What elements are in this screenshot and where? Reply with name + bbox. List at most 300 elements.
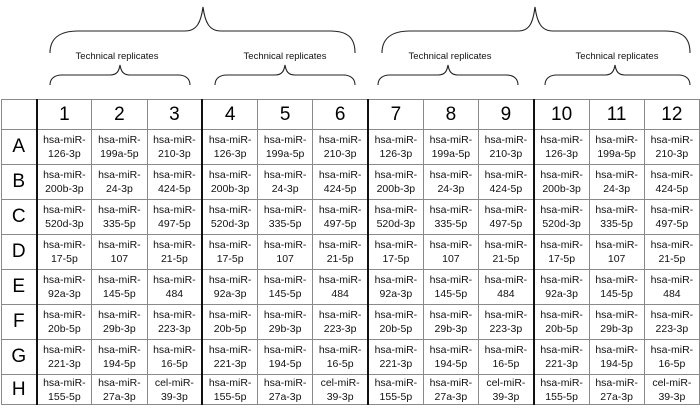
well-B4 xyxy=(202,165,257,200)
well-E5 xyxy=(258,270,313,305)
well-mirna-prefix: cel-miR- xyxy=(320,376,360,389)
plate-row-C xyxy=(2,200,700,235)
well-E12 xyxy=(644,270,699,305)
well-H11 xyxy=(589,375,644,405)
well-mirna-suffix: 520d-3p xyxy=(210,218,250,230)
well-mirna-prefix: hsa-miR- xyxy=(484,134,528,146)
well-F3 xyxy=(147,305,202,340)
well-mirna-suffix: 223-3p xyxy=(489,323,523,335)
well-mirna-suffix: 145-5p xyxy=(600,288,633,300)
well-mirna-suffix: 24-3p xyxy=(603,183,631,195)
well-mirna-suffix: 39-3p xyxy=(658,390,686,403)
column-header-12: 12 xyxy=(644,100,699,130)
well-F6 xyxy=(313,305,368,340)
well-mirna-prefix: hsa-miR- xyxy=(263,239,307,251)
well-mirna-prefix: hsa-miR- xyxy=(153,274,196,286)
well-mirna-suffix: 199a-5p xyxy=(431,148,471,160)
well-F4 xyxy=(202,305,257,340)
well-mirna-suffix: 39-3p xyxy=(326,390,354,403)
replicate-label-4: Technical replicates xyxy=(575,51,659,62)
well-mirna-suffix: 199a-5p xyxy=(100,148,139,160)
well-mirna-suffix: 17-5p xyxy=(548,253,576,265)
well-mirna-suffix: 16-5p xyxy=(160,358,188,370)
row-header-E: E xyxy=(2,270,37,305)
well-E2 xyxy=(92,270,147,305)
well-mirna-prefix: hsa-miR- xyxy=(208,376,252,389)
well-mirna-prefix: hsa-miR- xyxy=(318,204,362,216)
well-mirna-prefix: hsa-miR- xyxy=(263,376,307,389)
well-mirna-prefix: hsa-miR- xyxy=(263,134,307,146)
well-H5 xyxy=(258,375,313,405)
well-mirna-prefix: hsa-miR- xyxy=(650,239,694,251)
well-mirna-prefix: hsa-miR- xyxy=(318,169,362,181)
plate-layout-table xyxy=(1,99,700,405)
small-brace-3 xyxy=(378,65,518,85)
well-mirna-suffix: 29b-3p xyxy=(600,323,633,335)
well-mirna-prefix: hsa-miR- xyxy=(484,274,528,286)
well-D5 xyxy=(258,235,313,270)
well-B12 xyxy=(644,165,699,200)
well-F2 xyxy=(92,305,147,340)
well-mirna-suffix: 24-3p xyxy=(437,183,465,195)
well-mirna-prefix: hsa-miR- xyxy=(318,344,362,356)
well-F7 xyxy=(368,305,423,340)
well-G2 xyxy=(92,340,147,375)
corner-cell xyxy=(2,100,37,130)
big-brace-right xyxy=(382,7,690,53)
well-mirna-prefix: hsa-miR- xyxy=(650,169,694,181)
column-header-3: 3 xyxy=(147,100,202,130)
well-mirna-suffix: 497-5p xyxy=(655,218,689,230)
well-mirna-prefix: hsa-miR- xyxy=(43,169,86,181)
well-mirna-prefix: hsa-miR- xyxy=(43,274,86,286)
well-mirna-suffix: 145-5p xyxy=(434,288,468,300)
well-mirna-prefix: hsa-miR- xyxy=(208,134,252,146)
well-mirna-suffix: 497-5p xyxy=(489,218,523,230)
well-mirna-prefix: hsa-miR- xyxy=(650,274,694,286)
well-mirna-prefix: hsa-miR- xyxy=(595,169,638,181)
row-header-A: A xyxy=(2,130,37,165)
well-mirna-prefix: cel-miR- xyxy=(486,376,526,389)
well-A5 xyxy=(258,130,313,165)
well-F12 xyxy=(644,305,699,340)
well-C3 xyxy=(147,200,202,235)
well-E1 xyxy=(37,270,92,305)
well-mirna-suffix: 126-3p xyxy=(545,148,578,160)
plate-row-B xyxy=(2,165,700,200)
well-mirna-suffix: 424-5p xyxy=(655,183,689,195)
well-G3 xyxy=(147,340,202,375)
column-header-6: 6 xyxy=(313,100,368,130)
well-mirna-suffix: 20b-5p xyxy=(545,323,578,335)
row-header-F: F xyxy=(2,305,37,340)
well-mirna-prefix: hsa-miR- xyxy=(43,344,86,356)
grouping-braces xyxy=(0,0,700,98)
column-header-5: 5 xyxy=(258,100,313,130)
well-mirna-prefix: hsa-miR- xyxy=(429,274,473,286)
well-mirna-prefix: hsa-miR- xyxy=(595,274,638,286)
well-mirna-suffix: 107 xyxy=(442,253,460,265)
well-mirna-suffix: 92a-3p xyxy=(48,288,81,300)
well-A1 xyxy=(37,130,92,165)
well-mirna-prefix: hsa-miR- xyxy=(318,134,362,146)
well-mirna-suffix: 335-5p xyxy=(434,218,468,230)
well-G1 xyxy=(37,340,92,375)
column-header-7: 7 xyxy=(368,100,423,130)
well-D8 xyxy=(423,235,478,270)
well-mirna-suffix: 424-5p xyxy=(323,183,357,195)
well-mirna-suffix: 92a-3p xyxy=(379,288,413,300)
well-mirna-prefix: hsa-miR- xyxy=(374,309,418,321)
well-G6 xyxy=(313,340,368,375)
well-E10 xyxy=(534,270,589,305)
column-header-11: 11 xyxy=(589,100,644,130)
well-mirna-suffix: 92a-3p xyxy=(213,288,247,300)
well-mirna-prefix: hsa-miR- xyxy=(429,344,473,356)
well-mirna-suffix: 107 xyxy=(607,253,626,265)
small-brace-2 xyxy=(215,65,355,85)
row-header-H: H xyxy=(2,375,37,405)
well-mirna-prefix: hsa-miR- xyxy=(650,134,694,146)
well-E4 xyxy=(202,270,257,305)
well-mirna-suffix: 27a-3p xyxy=(268,390,302,403)
well-mirna-prefix: hsa-miR- xyxy=(540,274,583,286)
plate-row-D xyxy=(2,235,700,270)
well-A10 xyxy=(534,130,589,165)
well-mirna-prefix: hsa-miR- xyxy=(374,204,418,216)
well-mirna-suffix: 424-5p xyxy=(489,183,523,195)
well-mirna-prefix: hsa-miR- xyxy=(374,344,418,356)
well-mirna-prefix: hsa-miR- xyxy=(484,169,528,181)
well-C9 xyxy=(479,200,534,235)
well-mirna-suffix: 200b-3p xyxy=(542,183,581,195)
well-mirna-prefix: hsa-miR- xyxy=(540,169,583,181)
well-C11 xyxy=(589,200,644,235)
well-mirna-prefix: hsa-miR- xyxy=(208,204,252,216)
well-mirna-prefix: hsa-miR- xyxy=(540,134,583,146)
well-mirna-prefix: cel-miR- xyxy=(154,376,194,389)
well-mirna-prefix: hsa-miR- xyxy=(595,204,638,216)
well-mirna-prefix: hsa-miR- xyxy=(429,239,473,251)
well-F9 xyxy=(479,305,534,340)
well-mirna-suffix: 221-3p xyxy=(379,358,413,370)
small-brace-4 xyxy=(545,65,690,85)
well-mirna-suffix: 520d-3p xyxy=(542,218,581,230)
well-H6 xyxy=(313,375,368,405)
well-mirna-suffix: 27a-3p xyxy=(434,390,468,403)
well-A11 xyxy=(589,130,644,165)
well-mirna-prefix: hsa-miR- xyxy=(540,344,583,356)
well-D9 xyxy=(479,235,534,270)
well-mirna-prefix: hsa-miR- xyxy=(650,204,694,216)
well-B8 xyxy=(423,165,478,200)
well-C10 xyxy=(534,200,589,235)
well-mirna-suffix: 210-3p xyxy=(655,148,689,160)
well-H10 xyxy=(534,375,589,405)
well-mirna-prefix: hsa-miR- xyxy=(153,239,196,251)
well-mirna-suffix: 17-5p xyxy=(50,253,78,265)
well-mirna-prefix: hsa-miR- xyxy=(595,376,638,389)
well-mirna-prefix: hsa-miR- xyxy=(98,134,141,146)
well-mirna-prefix: hsa-miR- xyxy=(540,376,583,389)
well-D4 xyxy=(202,235,257,270)
well-mirna-prefix: hsa-miR- xyxy=(263,204,307,216)
well-mirna-suffix: 335-5p xyxy=(600,218,633,230)
well-mirna-suffix: 210-3p xyxy=(323,148,357,160)
well-D6 xyxy=(313,235,368,270)
well-mirna-prefix: hsa-miR- xyxy=(153,309,196,321)
plate-row-A xyxy=(2,130,700,165)
well-D2 xyxy=(92,235,147,270)
well-mirna-suffix: 21-5p xyxy=(492,253,520,265)
well-mirna-suffix: 194-5p xyxy=(268,358,302,370)
well-mirna-prefix: hsa-miR- xyxy=(484,344,528,356)
well-A4 xyxy=(202,130,257,165)
well-B5 xyxy=(258,165,313,200)
well-mirna-prefix: hsa-miR- xyxy=(153,134,196,146)
well-E6 xyxy=(313,270,368,305)
well-mirna-suffix: 484 xyxy=(331,288,349,300)
column-header-4: 4 xyxy=(202,100,257,130)
well-mirna-prefix: hsa-miR- xyxy=(98,274,141,286)
well-mirna-suffix: 484 xyxy=(497,288,515,300)
well-F11 xyxy=(589,305,644,340)
big-brace-left xyxy=(50,7,355,53)
row-header-B: B xyxy=(2,165,37,200)
well-C4 xyxy=(202,200,257,235)
well-B3 xyxy=(147,165,202,200)
well-mirna-prefix: hsa-miR- xyxy=(263,274,307,286)
well-mirna-prefix: hsa-miR- xyxy=(540,239,583,251)
well-G5 xyxy=(258,340,313,375)
well-mirna-prefix: hsa-miR- xyxy=(208,274,252,286)
well-mirna-suffix: 194-5p xyxy=(434,358,468,370)
column-header-8: 8 xyxy=(423,100,478,130)
well-B2 xyxy=(92,165,147,200)
well-mirna-suffix: 424-5p xyxy=(158,183,191,195)
well-mirna-suffix: 200b-3p xyxy=(45,183,84,195)
well-mirna-prefix: hsa-miR- xyxy=(43,204,86,216)
plate-row-F xyxy=(2,305,700,340)
well-H9 xyxy=(479,375,534,405)
plate-row-H xyxy=(2,375,700,405)
well-A2 xyxy=(92,130,147,165)
well-mirna-suffix: 17-5p xyxy=(216,253,244,265)
well-mirna-suffix: 497-5p xyxy=(323,218,357,230)
well-mirna-suffix: 39-3p xyxy=(492,390,520,403)
well-G12 xyxy=(644,340,699,375)
well-mirna-suffix: 21-5p xyxy=(658,253,686,265)
well-mirna-suffix: 27a-3p xyxy=(103,390,136,403)
well-mirna-prefix: hsa-miR- xyxy=(429,169,473,181)
well-A9 xyxy=(479,130,534,165)
well-mirna-suffix: 484 xyxy=(165,288,184,300)
well-mirna-prefix: hsa-miR- xyxy=(153,169,196,181)
well-mirna-prefix: hsa-miR- xyxy=(98,204,141,216)
well-B11 xyxy=(589,165,644,200)
well-D10 xyxy=(534,235,589,270)
well-mirna-suffix: 199a-5p xyxy=(265,148,305,160)
plate-row-G xyxy=(2,340,700,375)
well-mirna-suffix: 126-3p xyxy=(213,148,247,160)
well-mirna-prefix: hsa-miR- xyxy=(374,274,418,286)
well-mirna-prefix: hsa-miR- xyxy=(263,169,307,181)
well-mirna-prefix: hsa-miR- xyxy=(263,309,307,321)
well-mirna-suffix: 126-3p xyxy=(48,148,81,160)
well-mirna-prefix: hsa-miR- xyxy=(429,376,473,389)
well-mirna-suffix: 126-3p xyxy=(379,148,413,160)
well-mirna-prefix: hsa-miR- xyxy=(153,204,196,216)
well-mirna-prefix: hsa-miR- xyxy=(98,309,141,321)
well-mirna-suffix: 17-5p xyxy=(382,253,410,265)
well-mirna-prefix: cel-miR- xyxy=(652,376,692,389)
well-mirna-suffix: 221-3p xyxy=(48,358,81,370)
well-mirna-prefix: hsa-miR- xyxy=(595,239,638,251)
row-header-C: C xyxy=(2,200,37,235)
well-mirna-suffix: 16-5p xyxy=(492,358,520,370)
well-F8 xyxy=(423,305,478,340)
column-header-10: 10 xyxy=(534,100,589,130)
well-mirna-suffix: 29b-3p xyxy=(268,323,302,335)
well-A8 xyxy=(423,130,478,165)
well-mirna-prefix: hsa-miR- xyxy=(374,169,418,181)
well-H12 xyxy=(644,375,699,405)
well-mirna-suffix: 107 xyxy=(110,253,129,265)
well-G9 xyxy=(479,340,534,375)
well-mirna-prefix: hsa-miR- xyxy=(595,309,638,321)
well-mirna-prefix: hsa-miR- xyxy=(43,309,86,321)
row-header-G: G xyxy=(2,340,37,375)
well-B1 xyxy=(37,165,92,200)
well-mirna-prefix: hsa-miR- xyxy=(98,169,141,181)
well-mirna-prefix: hsa-miR- xyxy=(208,309,252,321)
well-mirna-prefix: hsa-miR- xyxy=(429,204,473,216)
well-mirna-suffix: 194-5p xyxy=(103,358,136,370)
well-mirna-prefix: hsa-miR- xyxy=(318,309,362,321)
well-mirna-prefix: hsa-miR- xyxy=(484,204,528,216)
well-D11 xyxy=(589,235,644,270)
well-E8 xyxy=(423,270,478,305)
well-mirna-prefix: hsa-miR- xyxy=(43,134,86,146)
well-D7 xyxy=(368,235,423,270)
well-H1 xyxy=(37,375,92,405)
replicate-label-3: Technical replicates xyxy=(408,51,492,62)
well-H4 xyxy=(202,375,257,405)
well-C1 xyxy=(37,200,92,235)
well-mirna-suffix: 221-3p xyxy=(213,358,247,370)
plate-row-E xyxy=(2,270,700,305)
well-G4 xyxy=(202,340,257,375)
well-G10 xyxy=(534,340,589,375)
well-mirna-prefix: hsa-miR- xyxy=(208,169,252,181)
well-mirna-prefix: hsa-miR- xyxy=(43,376,86,389)
well-mirna-prefix: hsa-miR- xyxy=(595,134,638,146)
well-mirna-prefix: hsa-miR- xyxy=(43,239,86,251)
well-mirna-prefix: hsa-miR- xyxy=(318,239,362,251)
well-C12 xyxy=(644,200,699,235)
well-mirna-suffix: 145-5p xyxy=(103,288,136,300)
well-mirna-suffix: 155-5p xyxy=(379,390,413,403)
well-mirna-suffix: 107 xyxy=(276,253,294,265)
well-mirna-prefix: hsa-miR- xyxy=(98,344,141,356)
well-mirna-suffix: 145-5p xyxy=(268,288,302,300)
well-mirna-suffix: 223-3p xyxy=(655,323,689,335)
replicate-label-1: Technical replicates xyxy=(75,51,159,62)
well-mirna-suffix: 223-3p xyxy=(323,323,357,335)
well-mirna-prefix: hsa-miR- xyxy=(429,134,473,146)
well-mirna-prefix: hsa-miR- xyxy=(595,344,638,356)
well-mirna-suffix: 221-3p xyxy=(545,358,578,370)
well-D12 xyxy=(644,235,699,270)
well-E9 xyxy=(479,270,534,305)
replicate-label-2: Technical replicates xyxy=(243,51,327,62)
well-B6 xyxy=(313,165,368,200)
well-mirna-suffix: 20b-5p xyxy=(48,323,81,335)
well-mirna-prefix: hsa-miR- xyxy=(540,309,583,321)
column-header-row xyxy=(2,100,700,130)
well-mirna-prefix: hsa-miR- xyxy=(484,239,528,251)
well-mirna-suffix: 155-5p xyxy=(48,390,81,403)
well-mirna-prefix: hsa-miR- xyxy=(208,239,252,251)
well-C6 xyxy=(313,200,368,235)
well-mirna-prefix: hsa-miR- xyxy=(98,376,141,389)
well-mirna-suffix: 29b-3p xyxy=(103,323,136,335)
well-G8 xyxy=(423,340,478,375)
well-mirna-prefix: hsa-miR- xyxy=(263,344,307,356)
well-mirna-prefix: hsa-miR- xyxy=(650,344,694,356)
well-A12 xyxy=(644,130,699,165)
well-mirna-suffix: 520d-3p xyxy=(376,218,416,230)
well-H3 xyxy=(147,375,202,405)
well-mirna-suffix: 92a-3p xyxy=(545,288,578,300)
well-E3 xyxy=(147,270,202,305)
well-mirna-suffix: 223-3p xyxy=(158,323,191,335)
well-A7 xyxy=(368,130,423,165)
well-H7 xyxy=(368,375,423,405)
well-mirna-suffix: 39-3p xyxy=(160,390,188,403)
well-G11 xyxy=(589,340,644,375)
well-mirna-prefix: hsa-miR- xyxy=(208,344,252,356)
well-C7 xyxy=(368,200,423,235)
well-mirna-suffix: 210-3p xyxy=(489,148,523,160)
well-mirna-suffix: 21-5p xyxy=(326,253,354,265)
well-E7 xyxy=(368,270,423,305)
column-header-9: 9 xyxy=(479,100,534,130)
well-G7 xyxy=(368,340,423,375)
well-mirna-suffix: 155-5p xyxy=(545,390,578,403)
well-F5 xyxy=(258,305,313,340)
well-A6 xyxy=(313,130,368,165)
well-B7 xyxy=(368,165,423,200)
well-mirna-suffix: 335-5p xyxy=(268,218,302,230)
row-header-D: D xyxy=(2,235,37,270)
well-B9 xyxy=(479,165,534,200)
well-A3 xyxy=(147,130,202,165)
well-C5 xyxy=(258,200,313,235)
well-B10 xyxy=(534,165,589,200)
well-H2 xyxy=(92,375,147,405)
well-mirna-prefix: hsa-miR- xyxy=(374,376,418,389)
well-mirna-suffix: 520d-3p xyxy=(45,218,84,230)
well-F1 xyxy=(37,305,92,340)
column-header-2: 2 xyxy=(92,100,147,130)
well-mirna-prefix: hsa-miR- xyxy=(374,239,418,251)
well-mirna-suffix: 24-3p xyxy=(105,183,133,195)
well-mirna-prefix: hsa-miR- xyxy=(98,239,141,251)
well-mirna-prefix: hsa-miR- xyxy=(153,344,196,356)
well-mirna-suffix: 20b-5p xyxy=(379,323,413,335)
well-mirna-prefix: hsa-miR- xyxy=(318,274,362,286)
